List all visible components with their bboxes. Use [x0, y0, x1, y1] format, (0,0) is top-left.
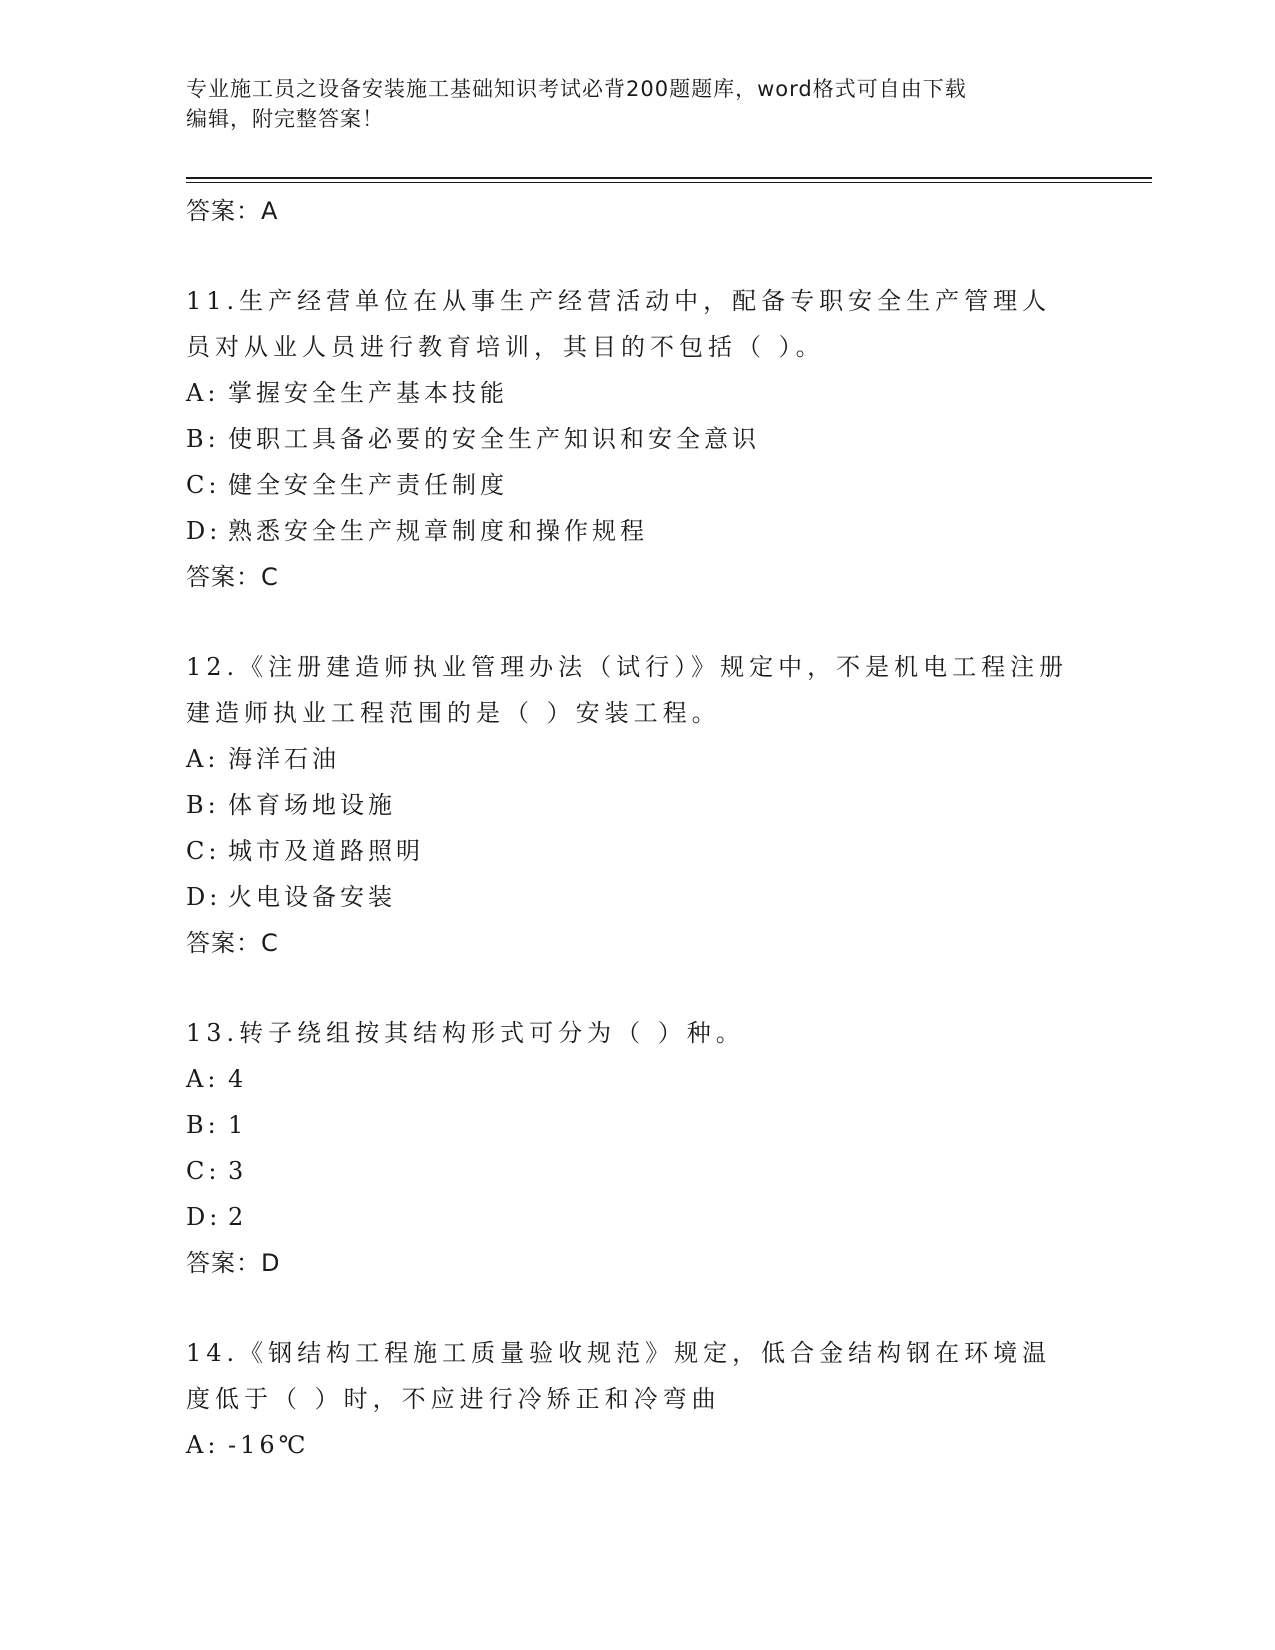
- answer-line: 答案：A: [186, 197, 279, 225]
- header-line-2: 编辑，附完整答案！: [186, 107, 384, 131]
- question-12: [186, 644, 1086, 966]
- option-key: A:: [186, 1065, 220, 1093]
- option-text: 使职工具备必要的安全生产知识和安全意识: [228, 425, 760, 453]
- option-text: 熟悉安全生产规章制度和操作规程: [228, 517, 648, 545]
- question-14: [186, 1330, 1086, 1468]
- option-a: [186, 1056, 1086, 1102]
- header-rule-thick: [186, 177, 1152, 179]
- option-text: 4: [228, 1065, 248, 1093]
- question-13: [186, 1010, 1086, 1286]
- option-key: B:: [186, 425, 220, 453]
- option-text: 1: [228, 1111, 248, 1139]
- question-11: [186, 278, 1086, 600]
- option-b: [186, 1102, 1086, 1148]
- option-key: C:: [186, 471, 221, 499]
- question-stem: 12.《注册建造师执业管理办法（试行）》规定中，不是机电工程注册建造师执业工程范围的是（ ）安装工程。: [186, 653, 1069, 727]
- option-a: [186, 1422, 1086, 1468]
- answer-line: 答案：C: [186, 929, 279, 957]
- option-text: 海洋石油: [228, 745, 340, 773]
- option-d: [186, 874, 1086, 920]
- question-stem: 13.转子绕组按其结构形式可分为（ ）种。: [186, 1019, 745, 1047]
- question-list: [186, 188, 1086, 1468]
- option-text: -16℃: [228, 1431, 310, 1459]
- option-a: [186, 736, 1086, 782]
- option-key: C:: [186, 1157, 221, 1185]
- option-c: [186, 462, 1086, 508]
- option-text: 健全安全生产责任制度: [228, 471, 508, 499]
- option-key: D:: [186, 883, 222, 911]
- option-text: 掌握安全生产基本技能: [228, 379, 508, 407]
- option-key: D:: [186, 517, 222, 545]
- document-header: [186, 74, 1086, 134]
- option-text: 火电设备安装: [228, 883, 396, 911]
- option-key: C:: [186, 837, 221, 865]
- option-c: [186, 1148, 1086, 1194]
- option-text: 城市及道路照明: [228, 837, 424, 865]
- option-b: [186, 782, 1086, 828]
- option-b: [186, 416, 1086, 462]
- option-key: A:: [186, 745, 220, 773]
- option-a: [186, 370, 1086, 416]
- option-key: A:: [186, 379, 220, 407]
- option-key: A:: [186, 1431, 220, 1459]
- option-text: 体育场地设施: [228, 791, 396, 819]
- option-key: B:: [186, 1111, 220, 1139]
- option-text: 2: [228, 1203, 248, 1231]
- header-rule-thin: [186, 182, 1152, 183]
- answer-line: 答案：C: [186, 563, 279, 591]
- option-d: [186, 1194, 1086, 1240]
- option-d: [186, 508, 1086, 554]
- option-c: [186, 828, 1086, 874]
- option-text: 3: [228, 1157, 248, 1185]
- question-stem: 11.生产经营单位在从事生产经营活动中，配备专职安全生产管理人员对从业人员进行教育培训，其目的不包括（ ）。: [186, 287, 1052, 361]
- option-key: D:: [186, 1203, 222, 1231]
- question-stem: 14.《钢结构工程施工质量验收规范》规定，低合金结构钢在环境温度低于（ ）时，不应进行冷矫正和冷弯曲: [186, 1339, 1052, 1413]
- option-key: B:: [186, 791, 220, 819]
- header-line-1: 专业施工员之设备安装施工基础知识考试必背200题题库，word格式可自由下载: [186, 77, 967, 101]
- answer-line: 答案：D: [186, 1249, 281, 1277]
